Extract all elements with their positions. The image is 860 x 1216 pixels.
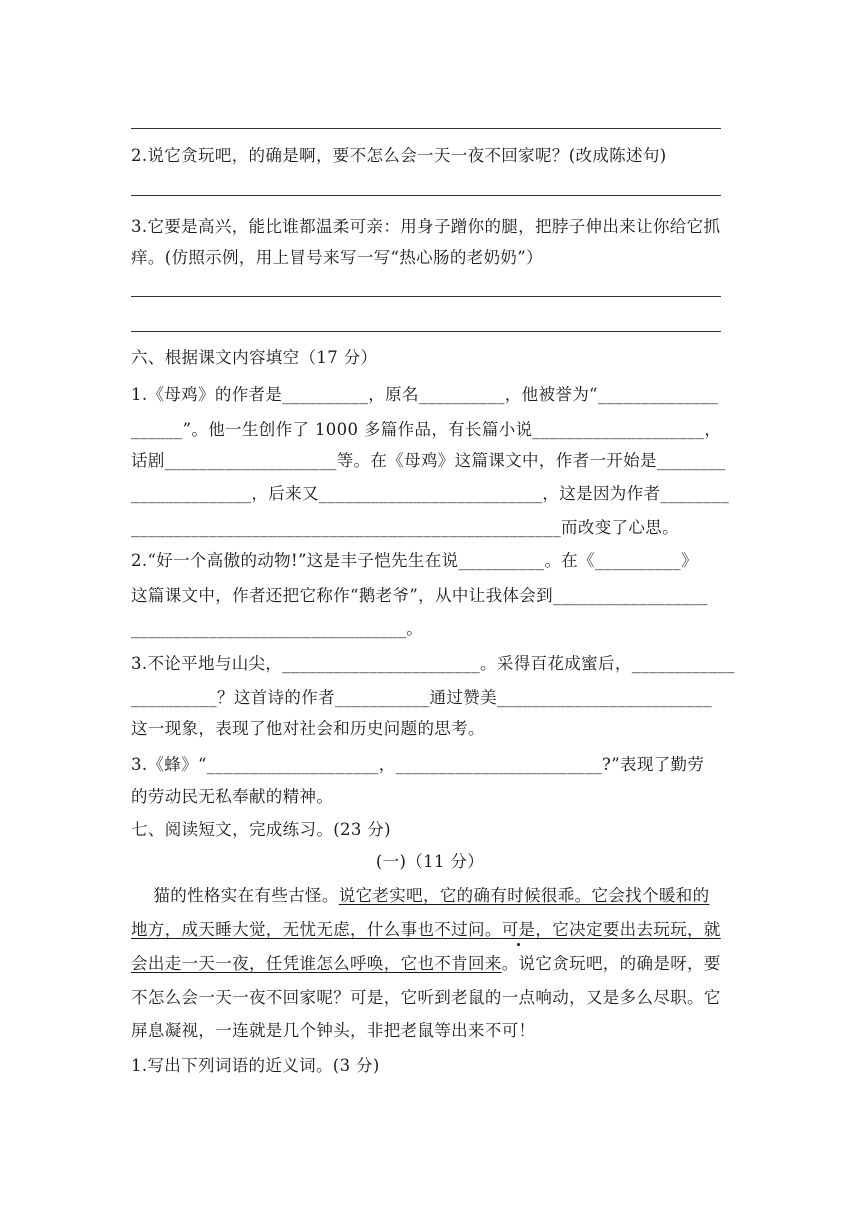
question-7-1: 1.写出下列词语的近义词。(3 分): [131, 1056, 380, 1075]
passage-line-3: [131, 954, 731, 974]
passage-line-1: [131, 886, 731, 906]
emphasis-dot-word: 可是: [501, 920, 536, 939]
section-7-heading: 七、阅读短文，完成练习。(23 分): [131, 820, 391, 839]
answer-line: [131, 296, 721, 297]
underlined-text: 会出走一天一夜，任凭谁怎么呼唤，它也不肯回来: [131, 954, 502, 973]
question-6-1-line1: 1.《母鸡》的作者是__________，原名__________，他被誉为“______________: [131, 385, 719, 404]
underlined-text: ，它决定要出去玩玩，就: [535, 920, 721, 939]
answer-line: [131, 331, 721, 332]
question-5-3-line1: 3.它要是高兴，能比谁都温柔可亲：用身子蹭你的腿，把脖子伸出来让你给它抓: [131, 217, 721, 236]
reading-part-title: (一)（11 分）: [375, 852, 485, 871]
question-6-3-line3: 这一现象，表现了他对社会和历史问题的思考。: [131, 719, 485, 738]
passage-text: 猫的性格实在有些古怪。: [131, 886, 339, 905]
passage-text: 。说它贪玩吧，的确是呀，要: [501, 954, 721, 973]
question-6-4-line1: 3.《蜂》“____________________，________________________?”表现了勤劳: [131, 755, 705, 774]
passage-line-4: 不怎么会一天一夜不回家呢？可是，它听到老鼠的一点响动，又是多么尽职。它: [131, 988, 721, 1007]
section-6-heading: 六、根据课文内容填空（17 分）: [131, 348, 378, 367]
question-6-2-line1: 2.“好一个高傲的动物!”这是丰子恺先生在说__________。在《__________》: [131, 551, 698, 570]
question-6-1-line3: 话剧____________________等。在《母鸡》这篇课文中，作者一开始是________: [131, 451, 726, 470]
question-6-3-line1: 3.不论平地与山尖，_______________________。采得百花成蜜后，____________: [131, 654, 735, 673]
answer-line: [131, 128, 721, 129]
dotted-underlined-text: [502, 920, 536, 939]
question-6-1-line4: ______________，后来又__________________________，这是因为作者________: [131, 484, 730, 503]
question-6-2-line3: ________________________________。: [131, 619, 424, 638]
underlined-text: ，它的确有时候很乖。它会找个暖和的: [422, 886, 710, 905]
question-5-2: 2.说它贪玩吧，的确是啊，要不怎么会一天一夜不回家呢？(改成陈述句): [131, 146, 667, 165]
passage-line-2: [131, 920, 731, 940]
answer-line: [131, 195, 721, 196]
question-6-2-line2: 这篇课文中，作者还把它称作“鹅老爷”，从中让我体会到__________________: [131, 586, 708, 605]
underlined-text: 说它老实吧: [338, 886, 423, 905]
question-6-3-line2: __________？这首诗的作者___________通过赞美_________________________: [131, 688, 712, 707]
passage-line-5: 屏息凝视，一连就是几个钟头，非把老鼠等出来不可！: [131, 1021, 536, 1040]
question-5-3-line2: 痒。(仿照示例，用上冒号来写一写“热心肠的老奶奶”）: [131, 248, 543, 267]
question-6-1-line5: __________________________________________________而改变了心思。: [131, 518, 679, 537]
underlined-text: 地方，成天睡大觉，无忧无虑，什么事也不过问。: [131, 920, 502, 939]
question-6-4-line2: 的劳动民无私奉献的精神。: [131, 787, 334, 806]
question-6-1-line2: ______”。他一生创作了 1000 多篇作品，有长篇小说____________________，: [131, 420, 722, 439]
